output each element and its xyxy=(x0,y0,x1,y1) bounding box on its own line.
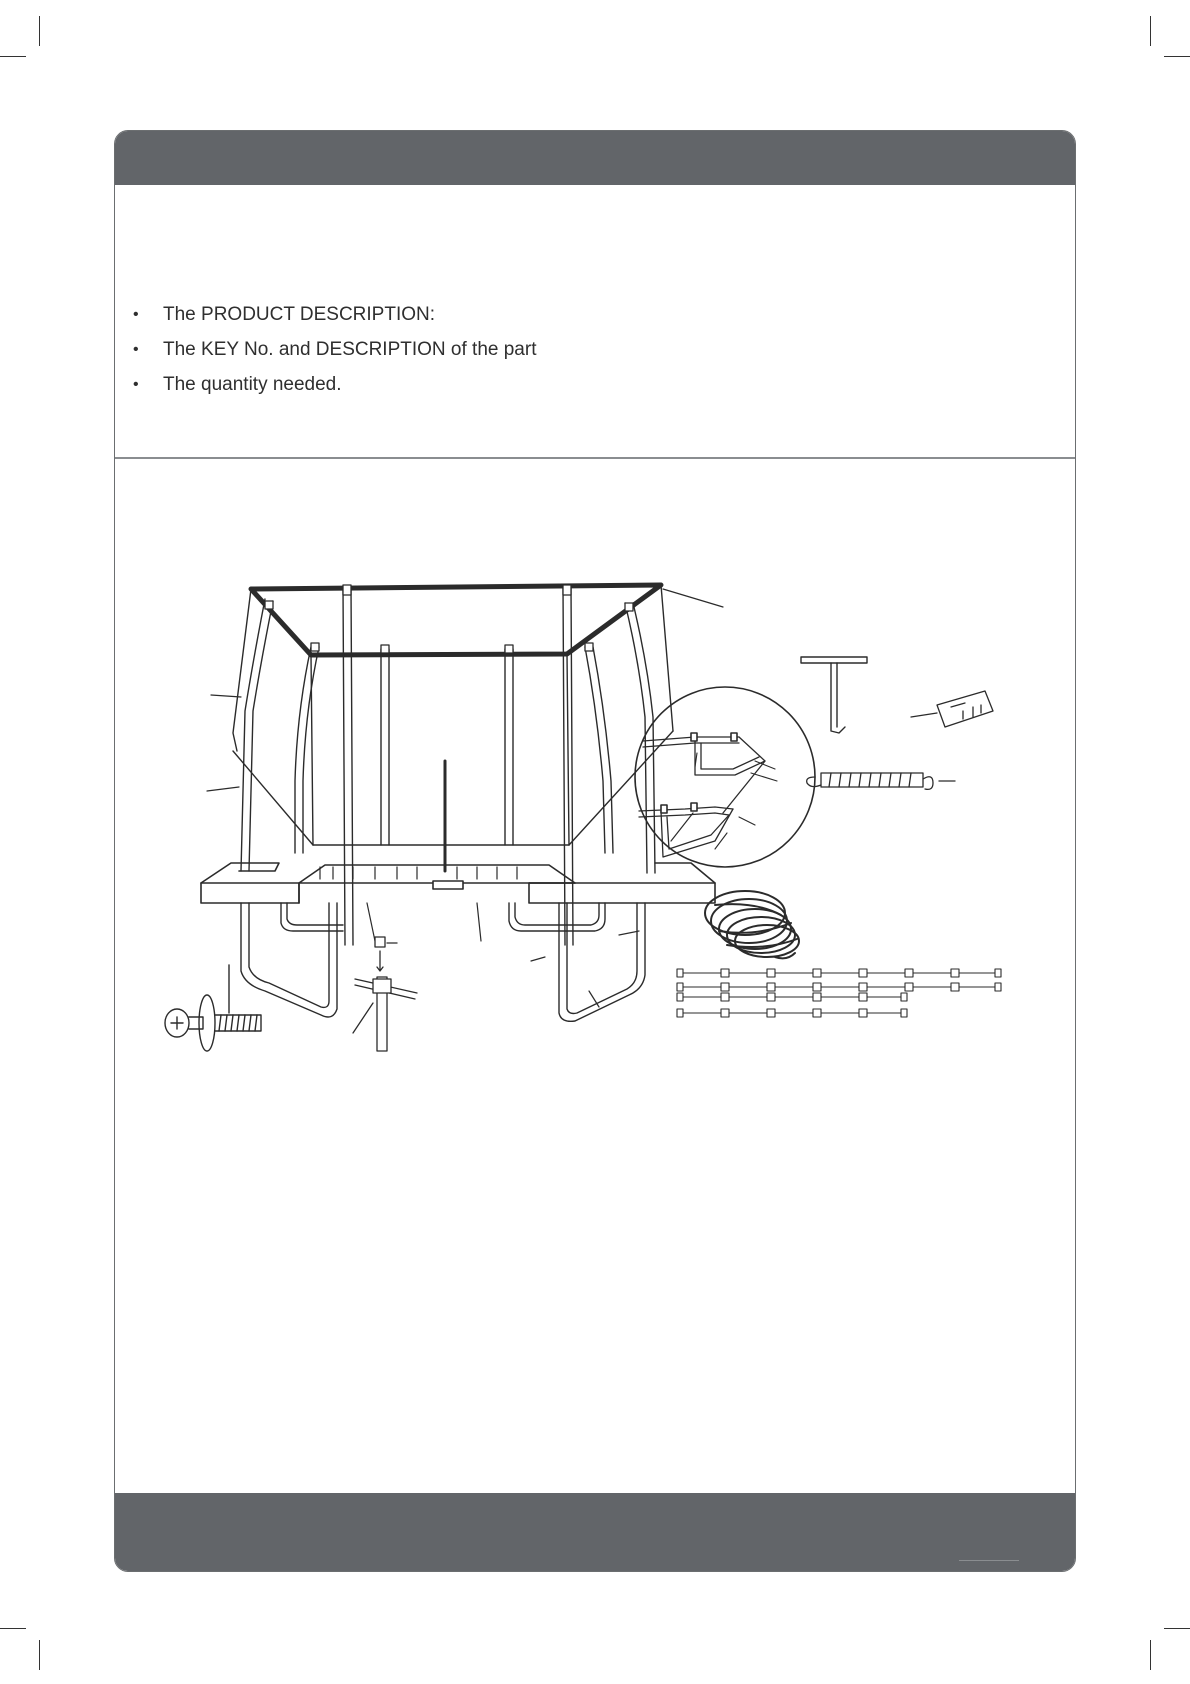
crop-mark-bottom-left-h xyxy=(0,1628,26,1629)
crop-mark-top-right-h xyxy=(1164,56,1190,57)
legs-u-frames xyxy=(241,903,645,1021)
order-info-text: The KEY No. and DESCRIPTION of the part xyxy=(163,339,537,360)
order-info-text: The quantity needed. xyxy=(163,374,342,395)
crop-mark-top-left-h xyxy=(0,56,26,57)
pole-caps xyxy=(265,585,633,653)
bullet: • xyxy=(133,341,139,358)
order-info-text: The PRODUCT DESCRIPTION: xyxy=(163,304,436,325)
warning-label xyxy=(911,691,993,727)
crop-mark-top-left-v xyxy=(39,16,40,46)
crop-mark-bottom-left-v xyxy=(39,1640,40,1670)
footer-rule xyxy=(959,1560,1019,1561)
section-divider xyxy=(115,457,1075,459)
order-info-item xyxy=(129,367,536,402)
order-info-item xyxy=(129,332,536,367)
bullet: • xyxy=(133,376,139,393)
spring xyxy=(807,773,955,789)
rope-coil xyxy=(705,891,799,958)
spring-tool-t-hook xyxy=(801,657,867,733)
parts-list-page-frame xyxy=(114,130,1076,1572)
enclosure-poles xyxy=(241,587,655,945)
exploded-parts-diagram xyxy=(115,461,1075,1141)
header-bar xyxy=(115,131,1075,185)
connection-detail-view xyxy=(635,687,815,867)
crop-mark-bottom-right-v xyxy=(1150,1640,1151,1670)
order-info-list xyxy=(129,297,536,402)
order-info-item xyxy=(129,297,536,332)
screw-with-washer xyxy=(165,965,261,1051)
net-straps xyxy=(677,969,1001,1017)
mat-springs xyxy=(320,867,517,879)
warning-label-on-pad xyxy=(433,881,463,889)
bullet: • xyxy=(133,306,139,323)
footer-bar xyxy=(115,1493,1075,1571)
crop-mark-bottom-right-h xyxy=(1164,1628,1190,1629)
crop-mark-top-right-v xyxy=(1150,16,1151,46)
pole-joint-detail xyxy=(353,937,417,1051)
